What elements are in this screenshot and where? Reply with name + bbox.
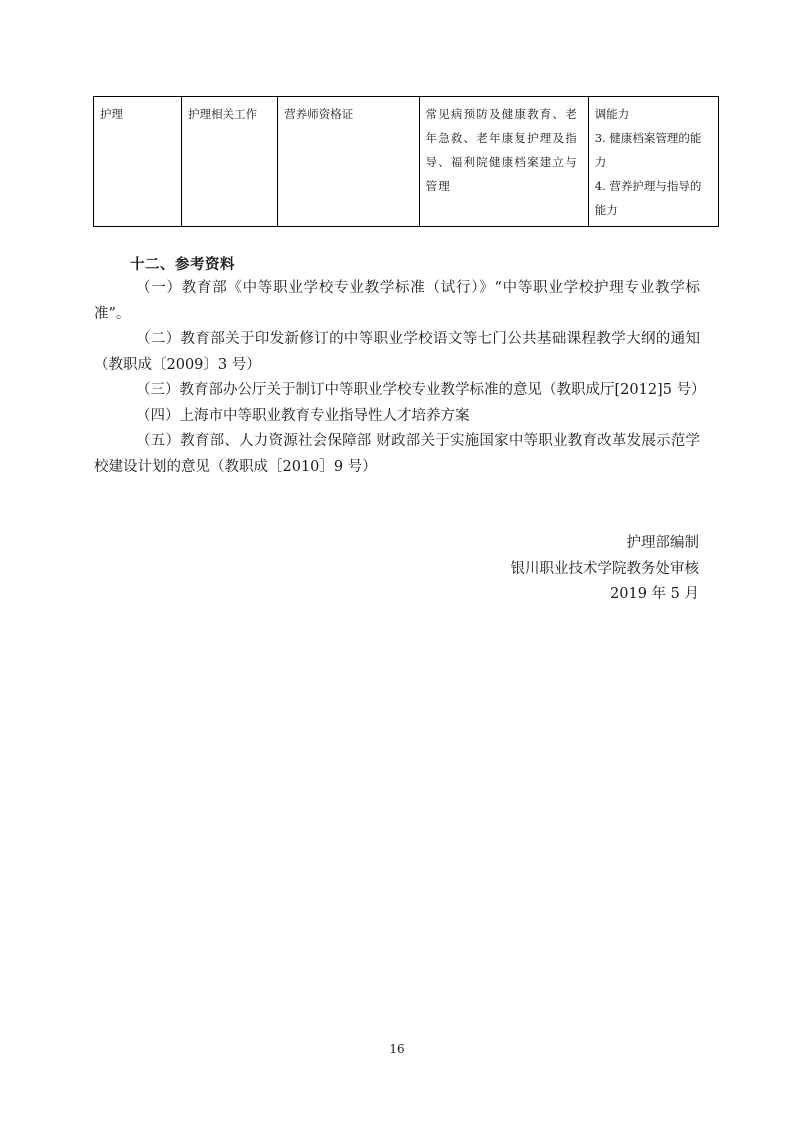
reference-list <box>94 276 706 480</box>
table-cell-duties <box>419 97 588 227</box>
signature-compiler: 护理部编制 <box>626 535 699 551</box>
career-table <box>93 96 719 227</box>
reference-item: （一）教育部《中等职业学校专业教学标准（试行）》“中等职业学校护理专业教学标准”。 <box>94 280 700 322</box>
signature-date: 2019 年 5 月 <box>610 586 699 602</box>
section-heading: 十二、参考资料 <box>130 256 235 273</box>
table-cell-certificate: 营养师资格证 <box>278 97 419 227</box>
table-cell-job: 护理相关工作 <box>182 97 278 227</box>
cell-line: 能力 <box>594 203 618 217</box>
cell-line: 导、福利院健康档案建立与 <box>425 155 578 169</box>
cell-line: 常见病预防及健康教育、老 <box>425 107 578 121</box>
reference-item: （二）教育部关于印发新修订的中等职业学校语文等七门公共基础课程教学大纲的通知（教职成〔2009〕3 号） <box>94 331 700 373</box>
cell-line: 年急救、老年康复护理及指 <box>425 131 578 145</box>
cell-line: 力 <box>594 155 607 169</box>
cell-line: 调能力 <box>594 107 630 121</box>
table-row <box>94 97 719 227</box>
cell-line: 管理 <box>425 179 451 193</box>
reference-item: （三）教育部办公厅关于制订中等职业学校专业教学标准的意见（教职成厅[2012]5 号） <box>136 382 706 398</box>
reference-item: （五）教育部、人力资源社会保障部 财政部关于实施国家中等职业教育改革发展示范学校建设计划的意见（教职成［2010］9 号） <box>94 433 700 475</box>
table-cell-major: 护理 <box>94 97 182 227</box>
table-cell-abilities <box>588 97 718 227</box>
cell-line: 4. 营养护理与指导的 <box>594 179 702 193</box>
page-number: 16 <box>389 1042 405 1056</box>
reference-item: （四）上海市中等职业教育专业指导性人才培养方案 <box>136 407 470 424</box>
signature-block <box>511 531 700 608</box>
cell-line: 3. 健康档案管理的能 <box>594 131 702 145</box>
signature-reviewer: 银川职业技术学院教务处审核 <box>510 560 699 577</box>
